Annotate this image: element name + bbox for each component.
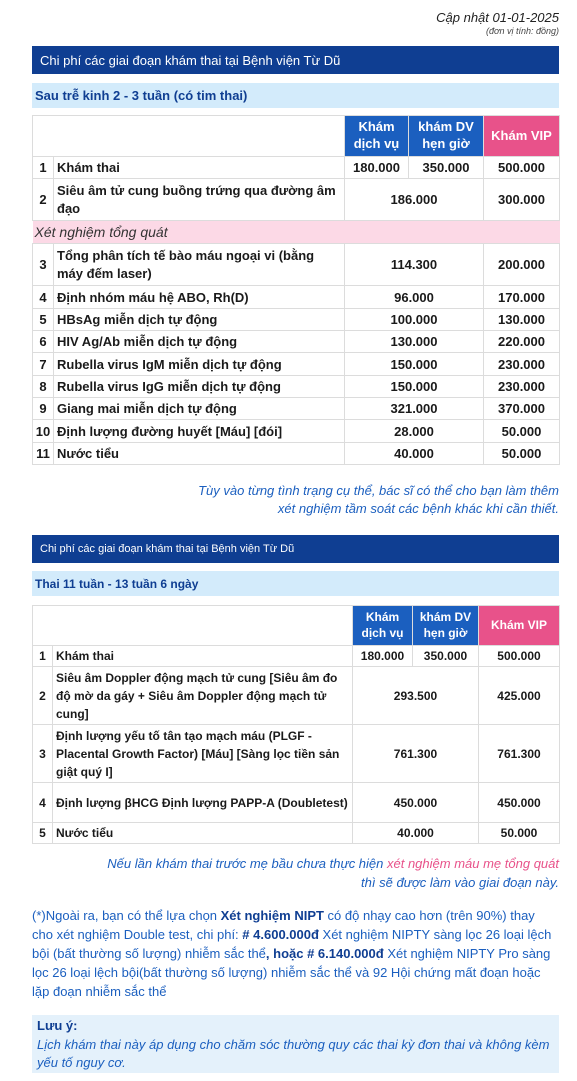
- price-vip: 761.300: [479, 725, 560, 783]
- row-number: 1: [33, 157, 54, 179]
- note-body: Lịch khám thai này áp dụng cho chăm sóc thường quy các thai kỳ đơn thai và không kèm yếu tố nguy cơ.: [37, 1037, 550, 1070]
- price-merged: 761.300: [353, 725, 479, 783]
- price-vip: 220.000: [484, 331, 560, 353]
- table-row: [33, 783, 560, 823]
- row-number: 10: [33, 420, 54, 443]
- table-row: [33, 244, 560, 286]
- table-row: [33, 398, 560, 420]
- section1-subtitle: Sau trễ kinh 2 - 3 tuần (có tim thai): [32, 83, 559, 108]
- row-number: 2: [33, 179, 54, 221]
- unit-note: (đơn vị tính: đồng): [486, 26, 559, 36]
- price-merged: 40.000: [353, 823, 479, 844]
- service-name: Nước tiểu: [53, 823, 353, 844]
- price-vip: 450.000: [479, 783, 560, 823]
- row-number: 5: [33, 823, 53, 844]
- price-merged: 186.000: [345, 179, 484, 221]
- col-kham-vip: Khám VIP: [484, 116, 560, 157]
- row-number: 4: [33, 286, 54, 309]
- price-dv: 180.000: [345, 157, 409, 179]
- col-kham-vip: Khám VIP: [479, 606, 560, 646]
- update-info: [436, 10, 559, 36]
- price-vip: 230.000: [484, 376, 560, 398]
- row-number: 7: [33, 353, 54, 376]
- col-kham-dv-hen-gio: khám DV hẹn giờ: [409, 116, 484, 157]
- price-merged: 321.000: [345, 398, 484, 420]
- service-name: Giang mai miễn dịch tự động: [54, 398, 345, 420]
- price-vip: 200.000: [484, 244, 560, 286]
- col-kham-dv-hen-gio: khám DV hẹn giờ: [413, 606, 479, 646]
- row-number: 9: [33, 398, 54, 420]
- section1-price-table: [32, 115, 560, 465]
- service-name: HIV Ag/Ab miễn dịch tự động: [54, 331, 345, 353]
- price-vip: 500.000: [484, 157, 560, 179]
- price-vip: 170.000: [484, 286, 560, 309]
- service-name: Định lượng đường huyết [Máu] [đói]: [54, 420, 345, 443]
- table-row: [33, 309, 560, 331]
- price-merged: 450.000: [353, 783, 479, 823]
- price-merged: 130.000: [345, 331, 484, 353]
- price-merged: 150.000: [345, 353, 484, 376]
- price-vip: 230.000: [484, 353, 560, 376]
- price-vip: 370.000: [484, 398, 560, 420]
- row-number: 5: [33, 309, 54, 331]
- col-kham-dich-vu: Khám dịch vụ: [345, 116, 409, 157]
- row-number: 2: [33, 667, 53, 725]
- table-row: [33, 331, 560, 353]
- price-vip: 130.000: [484, 309, 560, 331]
- price-vip: 500.000: [479, 646, 560, 667]
- service-name: Định lượng βHCG Định lượng PAPP-A (Doubletest): [53, 783, 353, 823]
- section2-subtitle: Thai 11 tuần - 13 tuần 6 ngày: [32, 571, 559, 596]
- nipt-paragraph: (*)Ngoài ra, bạn có thể lựa chọn Xét nghiệm NIPT có độ nhạy cao hơn (trên 90%) thay cho xét nghiệm Double test, chi phí: # 4.600.000đ Xét nghiệm NIPTY sàng lọc 26 loại lệch bội (bất thường số lượng) nhiễm sắc thể, hoặc # 6.140.000đ Xét nghiệm NIPTY Pro sàng lọc 26 loại lệch bội(bất thường số lượng) nhiễm sắc thể và 92 Hội chứng mất đoạn hoặc lặp đoạn nhiễm sắc thể: [32, 908, 552, 999]
- updated-date: Cập nhật 01-01-2025: [436, 10, 559, 25]
- table-row: [33, 420, 560, 443]
- group-row: [33, 221, 560, 244]
- table-row: [33, 443, 560, 465]
- note-title: Lưu ý:: [37, 1018, 78, 1033]
- price-vip: 50.000: [484, 420, 560, 443]
- row-number: 11: [33, 443, 54, 465]
- row-number: 3: [33, 725, 53, 783]
- table-header-row: [33, 606, 560, 646]
- service-name: Định lượng yếu tố tân tạo mạch máu (PLGF - Placental Growth Factor) [Máu] [Sàng lọc tiền sản giật quý I]: [53, 725, 353, 783]
- table-row: [33, 823, 560, 844]
- table-row: [33, 157, 560, 179]
- service-name: Tổng phân tích tế bào máu ngoại vi (bằng máy đếm laser): [54, 244, 345, 286]
- table-row: [33, 286, 560, 309]
- price-vip: 50.000: [479, 823, 560, 844]
- highlight-text: xét nghiệm máu mẹ tổng quát: [387, 856, 559, 871]
- section1-note: Tùy vào từng tình trạng cụ thể, bác sĩ có thể cho bạn làm thêm xét nghiệm tầm soát các bệnh khác khi cần thiết.: [198, 483, 559, 516]
- row-number: 8: [33, 376, 54, 398]
- table-header-row: [33, 116, 560, 157]
- price-vip: 300.000: [484, 179, 560, 221]
- table-row: [33, 376, 560, 398]
- price-merged: 40.000: [345, 443, 484, 465]
- service-name: HBsAg miễn dịch tự động: [54, 309, 345, 331]
- row-number: 6: [33, 331, 54, 353]
- section2-price-table: [32, 605, 560, 844]
- price-merged: 150.000: [345, 376, 484, 398]
- section2-note: Nếu lần khám thai trước mẹ bầu chưa thực hiện xét nghiệm máu mẹ tổng quát thì sẽ được làm vào giai đoạn này.: [107, 856, 559, 890]
- table-row: [33, 725, 560, 783]
- row-number: 1: [33, 646, 53, 667]
- service-name: Khám thai: [53, 646, 353, 667]
- table-row: [33, 179, 560, 221]
- row-number: 3: [33, 244, 54, 286]
- service-name: Siêu âm Doppler động mạch tử cung [Siêu âm đo độ mờ da gáy + Siêu âm Doppler động mạch tử cung]: [53, 667, 353, 725]
- price-vip: 425.000: [479, 667, 560, 725]
- service-name: Định nhóm máu hệ ABO, Rh(D): [54, 286, 345, 309]
- table-row: [33, 667, 560, 725]
- price-hen-gio: 350.000: [409, 157, 484, 179]
- price-merged: 114.300: [345, 244, 484, 286]
- group-label: Xét nghiệm tổng quát: [33, 221, 560, 244]
- price-vip: 50.000: [484, 443, 560, 465]
- col-kham-dich-vu: Khám dịch vụ: [353, 606, 413, 646]
- table-row: [33, 353, 560, 376]
- service-name: Siêu âm tử cung buồng trứng qua đường âm đạo: [54, 179, 345, 221]
- price-dv: 180.000: [353, 646, 413, 667]
- price-merged: 28.000: [345, 420, 484, 443]
- service-name: Nước tiểu: [54, 443, 345, 465]
- row-number: 4: [33, 783, 53, 823]
- service-name: Rubella virus IgM miễn dịch tự động: [54, 353, 345, 376]
- price-merged: 293.500: [353, 667, 479, 725]
- service-name: Rubella virus IgG miễn dịch tự động: [54, 376, 345, 398]
- price-merged: 100.000: [345, 309, 484, 331]
- note-box: [32, 1015, 559, 1073]
- section2-banner: Chi phí các giai đoạn khám thai tại Bệnh viện Từ Dũ: [32, 535, 559, 563]
- service-name: Khám thai: [54, 157, 345, 179]
- table-row: [33, 646, 560, 667]
- price-merged: 96.000: [345, 286, 484, 309]
- price-hen-gio: 350.000: [413, 646, 479, 667]
- section1-banner: Chi phí các giai đoạn khám thai tại Bệnh viện Từ Dũ: [32, 46, 559, 74]
